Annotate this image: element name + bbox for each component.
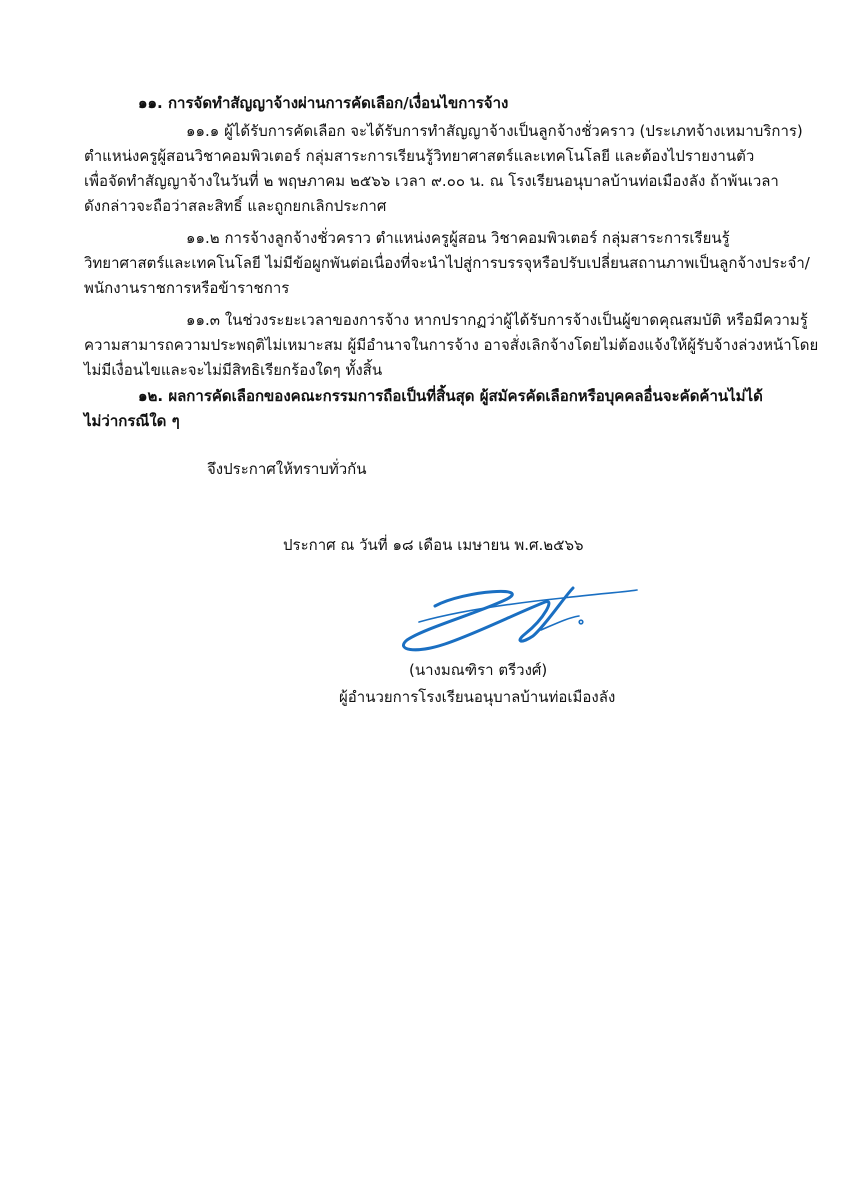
clause-11-2-line-1: ๑๑.๒ การจ้างลูกจ้างชั่วคราว ตำแหน่งครูผู้สอน วิชาคอมพิวเตอร์ กลุ่มสาระการเรียนรู้ xyxy=(186,229,730,247)
clause-11-3-line-2: ความสามารถความประพฤติไม่เหมาะสม ผู้มีอำนาจในการจ้าง อาจสั่งเลิกจ้างโดยไม่ต้องแจ้งให้ผู้รับจ้างล่วงหน้าโดย xyxy=(84,336,819,354)
clause-11-1-line-1: ๑๑.๑ ผู้ได้รับการคัดเลือก จะได้รับการทำสัญญาจ้างเป็นลูกจ้างชั่วคราว (ประเภทจ้างเหมาบริการ) xyxy=(186,122,803,140)
clause-11-1-line-2: ตำแหน่งครูผู้สอนวิชาคอมพิวเตอร์ กลุ่มสาระการเรียนรู้วิทยาศาสตร์และเทคโนโลยี และต้องไปรายงานตัว xyxy=(84,147,755,165)
signature-drawing xyxy=(395,578,645,668)
clause-11-3-line-3: ไม่มีเงื่อนไขและจะไม่มีสิทธิเรียกร้องใดๆ ทั้งสิ้น xyxy=(84,361,383,379)
section-12-line-1: ๑๒. ผลการคัดเลือกของคณะกรรมการถือเป็นที่สิ้นสุด ผู้สมัครคัดเลือกหรือบุคคลอื่นจะคัดค้านไม่ได้ xyxy=(138,387,763,405)
section-11-heading: ๑๑. การจัดทำสัญญาจ้างผ่านการคัดเลือก/เงื่อนไขการจ้าง xyxy=(138,94,509,112)
closing-statement: จึงประกาศให้ทราบทั่วกัน xyxy=(207,460,367,478)
clause-11-1-line-4: ดังกล่าวจะถือว่าสละสิทธิ์ และถูกยกเลิกประกาศ xyxy=(84,197,387,215)
announcement-date: ประกาศ ณ วันที่ ๑๘ เดือน เมษายน พ.ศ.๒๕๖๖ xyxy=(283,536,584,554)
clause-11-3-line-1: ๑๑.๓ ในช่วงระยะเวลาของการจ้าง หากปรากฏว่าผู้ได้รับการจ้างเป็นผู้ขาดคุณสมบัติ หรือมีความรู้ xyxy=(186,311,808,329)
signer-name: (นางมณฑิรา ตรีวงศ์) xyxy=(409,661,548,679)
clause-11-2-line-2: วิทยาศาสตร์และเทคโนโลยี ไม่มีข้อผูกพันต่อเนื่องที่จะนำไปสู่การบรรจุหรือปรับเปลี่ยนสถานภาพเป็นลูกจ้างประจำ/ xyxy=(84,254,810,272)
clause-11-2-line-3: พนักงานราชการหรือข้าราชการ xyxy=(84,279,290,297)
signer-position: ผู้อำนวยการโรงเรียนอนุบาลบ้านท่อเมืองลัง xyxy=(339,688,616,706)
signature-strokes xyxy=(403,588,637,650)
clause-11-1-line-3: เพื่อจัดทำสัญญาจ้างในวันที่ ๒ พฤษภาคม ๒๕๖๖ เวลา ๙.๐๐ น. ณ โรงเรียนอนุบาลบ้านท่อเมืองลัง ถ้าพ้นเวลา xyxy=(84,172,779,190)
section-12-line-2: ไม่ว่ากรณีใด ๆ xyxy=(84,412,180,430)
